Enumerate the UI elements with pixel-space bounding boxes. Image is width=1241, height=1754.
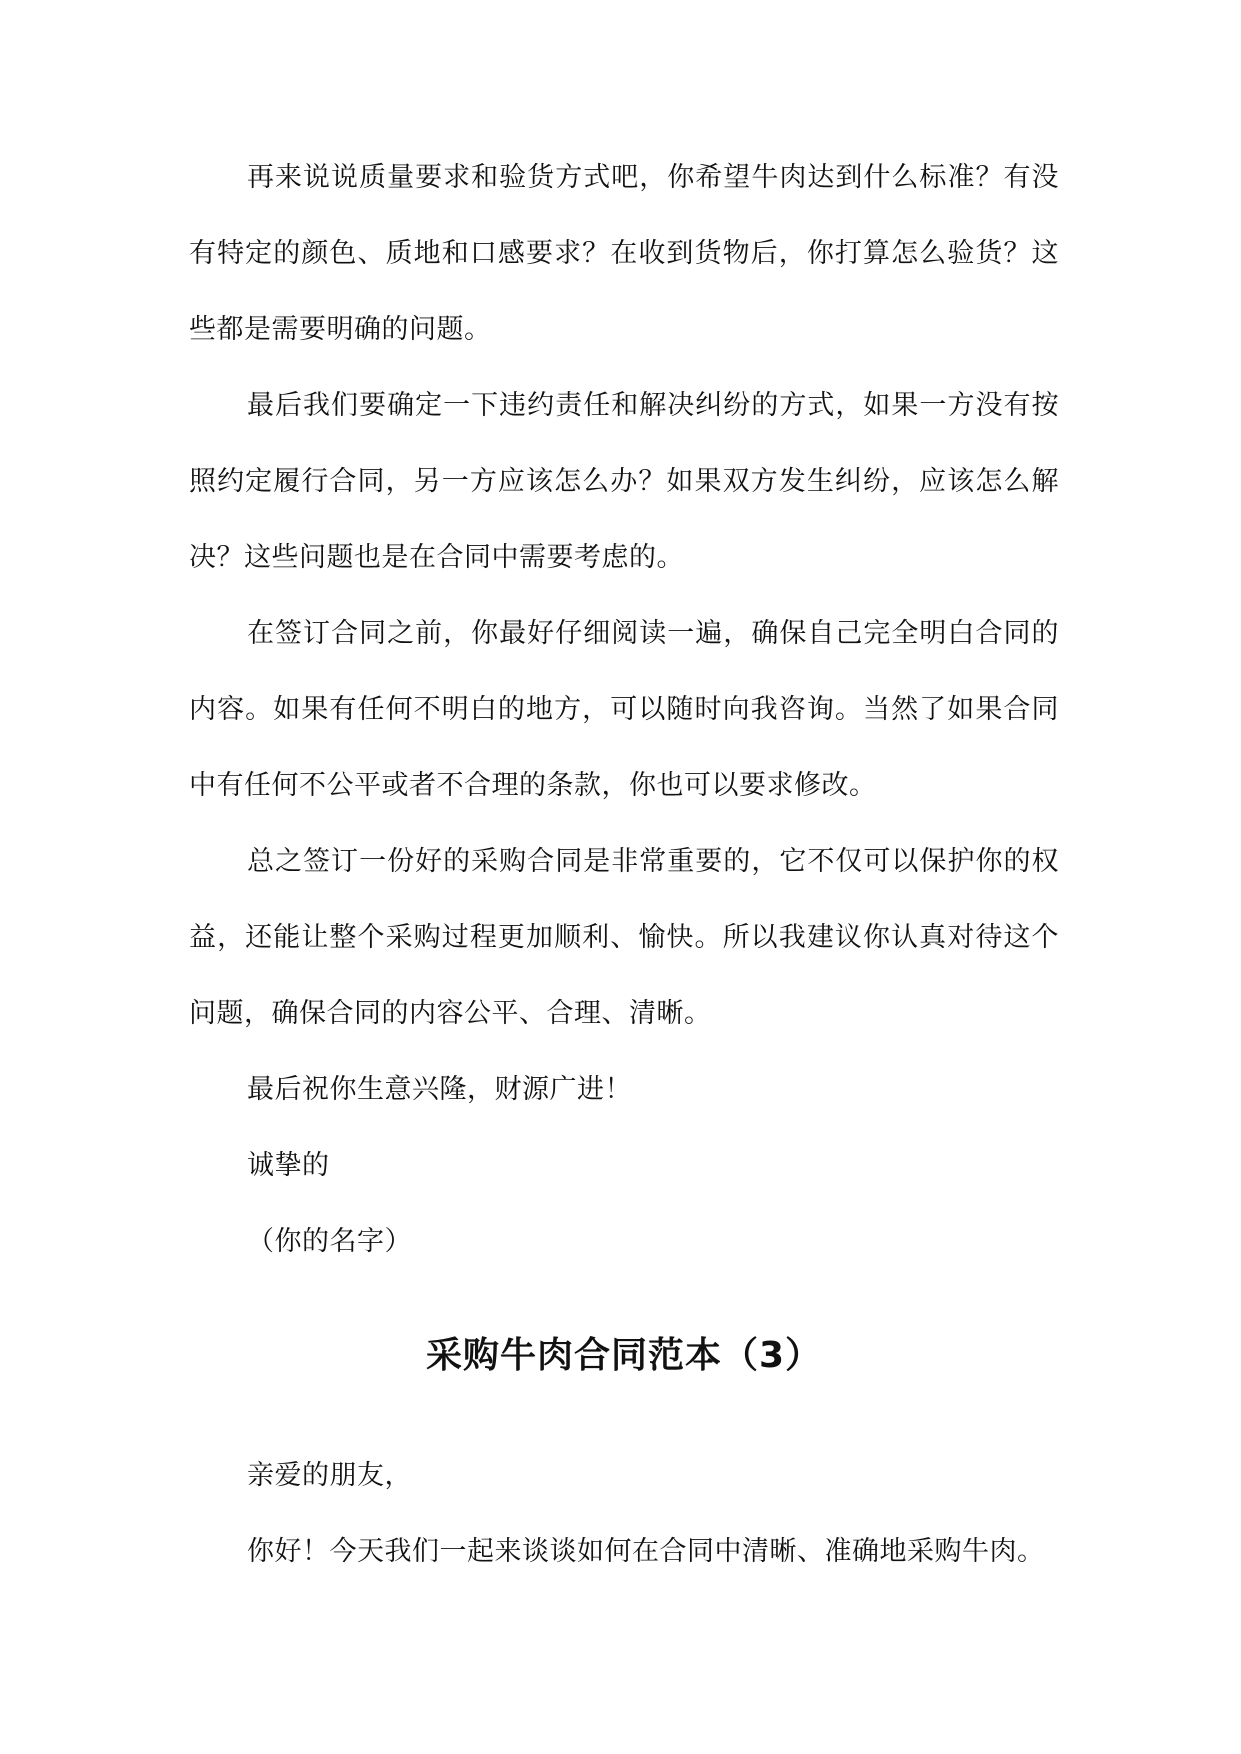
closing-sign-off: 诚挚的: [247, 1150, 330, 1181]
opening-paragraph: 你好！今天我们一起来谈谈如何在合同中清晰、准确地采购牛肉。: [247, 1536, 1045, 1567]
paragraph-summary: 总之签订一份好的采购合同是非常重要的，它不仅可以保护你的权益，还能让整个采购过程更加顺利、愉快。所以我建议你认真对待这个问题，确保合同的内容公平、合理、清晰。: [189, 846, 1059, 1029]
closing-name-placeholder: （你的名字）: [247, 1226, 412, 1257]
salutation: 亲爱的朋友，: [247, 1460, 412, 1491]
paragraph-read-before-signing: 在签订合同之前，你最好仔细阅读一遍，确保自己完全明白合同的内容。如果有任何不明白的地方，可以随时向我咨询。当然了如果合同中有任何不公平或者不合理的条款，你也可以要求修改。: [189, 618, 1059, 801]
closing-wish: 最后祝你生意兴隆，财源广进！: [247, 1074, 632, 1105]
paragraph-breach-disputes: 最后我们要确定一下违约责任和解决纠纷的方式，如果一方没有按照约定履行合同，另一方应该怎么办？如果双方发生纠纷，应该怎么解决？这些问题也是在合同中需要考虑的。: [189, 390, 1059, 573]
document-body: [189, 140, 1059, 1590]
section-title: 采购牛肉合同范本（3）: [425, 1335, 823, 1376]
paragraph-quality-inspection: 再来说说质量要求和验货方式吧，你希望牛肉达到什么标准？有没有特定的颜色、质地和口感要求？在收到货物后，你打算怎么验货？这些都是需要明确的问题。: [189, 162, 1059, 345]
